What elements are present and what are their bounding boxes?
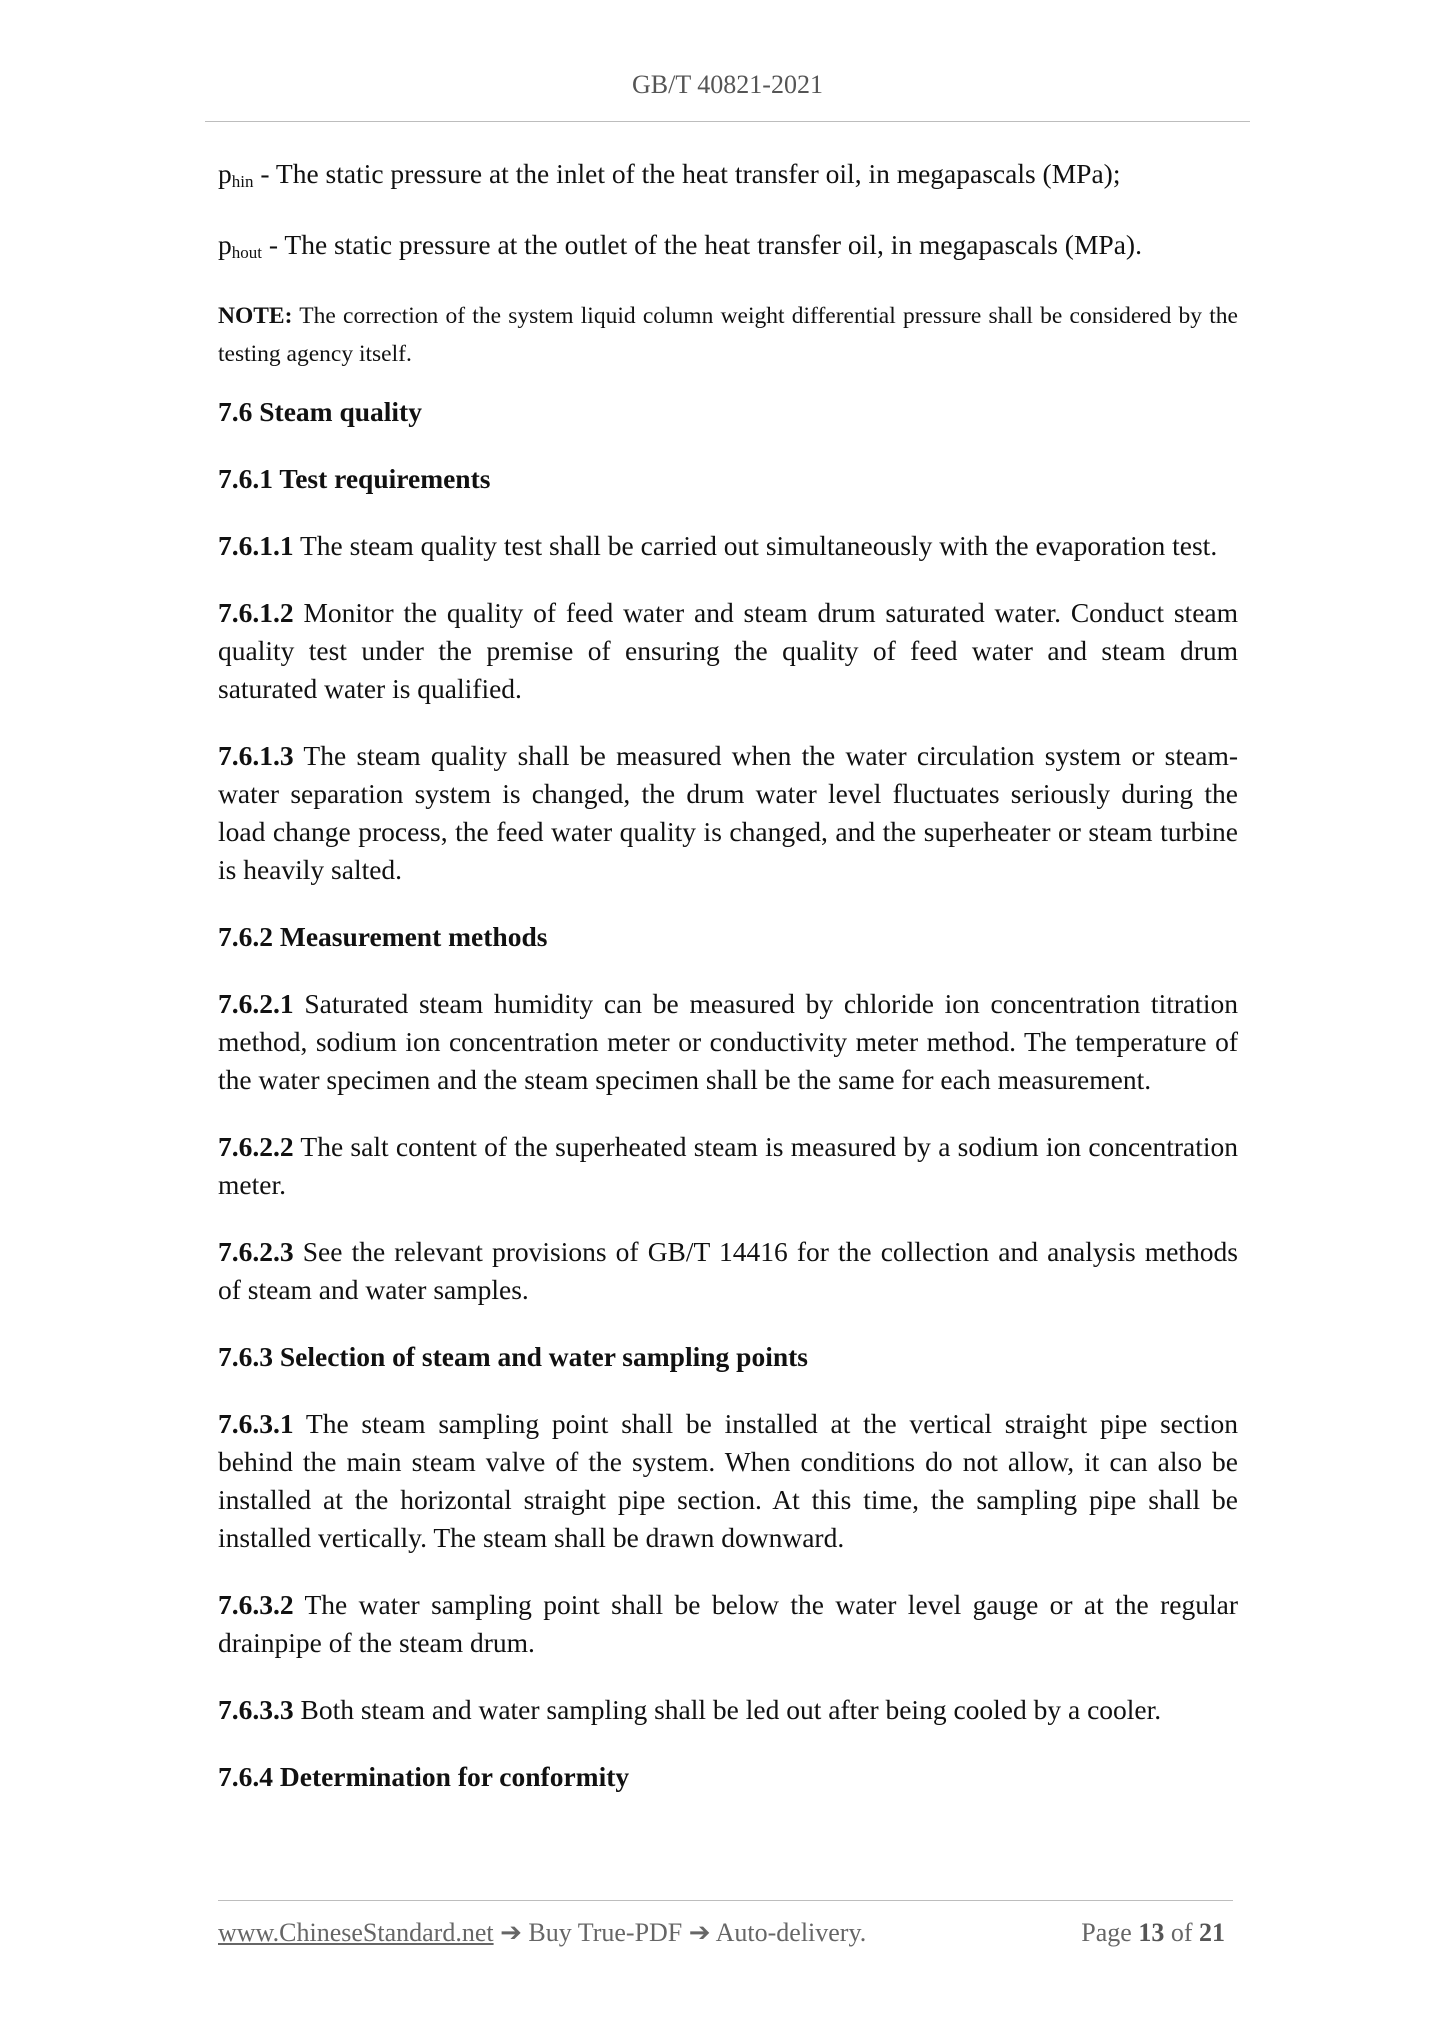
page-total-number: 21 (1199, 1918, 1225, 1947)
section-heading-7-6-4: 7.6.4 Determination for conformity (218, 1761, 630, 1792)
variable-symbol: p (218, 229, 232, 260)
clause-number: 7.6.3.2 (218, 1589, 294, 1620)
page-indicator (1081, 1918, 1225, 1948)
clause-7-6-1-3 (218, 737, 1238, 889)
clause-7-6-2-1 (218, 985, 1238, 1099)
section-heading-7-6-2: 7.6.2 Measurement methods (218, 921, 548, 952)
section-heading-7-6: 7.6 Steam quality (218, 396, 422, 427)
page-current-number: 13 (1138, 1918, 1165, 1947)
page-of-label: of (1170, 1918, 1193, 1947)
clause-7-6-3-3 (218, 1691, 1238, 1729)
page-header-standard-code: GB/T 40821-2021 (632, 70, 823, 99)
page-footer (218, 1918, 1233, 1948)
variable-subscript: hout (231, 243, 262, 262)
document-body (218, 155, 1238, 1825)
header-divider (205, 121, 1250, 122)
clause-text: The steam quality test shall be carried out simultaneously with the evaporation test. (293, 530, 1218, 561)
clause-7-6-3-1 (218, 1405, 1238, 1557)
clause-number: 7.6.1.1 (218, 530, 294, 561)
clause-text: The steam sampling point shall be installed at the vertical straight pipe section behind the main steam valve of the system. When conditions do not allow, it can also be installed at the horizontal straight pipe section. At this time, the sampling pipe shall be installed vertically. The steam shall be drawn downward. (218, 1408, 1238, 1553)
note-paragraph (218, 297, 1238, 373)
clause-number: 7.6.1.3 (218, 740, 294, 771)
variable-description: - The static pressure at the inlet of the heat transfer oil, in megapascals (MPa); (253, 158, 1121, 189)
clause-number: 7.6.1.2 (218, 597, 294, 628)
variable-description: - The static pressure at the outlet of the heat transfer oil, in megapascals (MPa). (261, 229, 1142, 260)
variable-symbol: p (218, 158, 232, 189)
clause-7-6-2-3 (218, 1233, 1238, 1309)
website-link[interactable]: www.ChineseStandard.net (218, 1918, 494, 1947)
clause-number: 7.6.3.1 (218, 1408, 294, 1439)
clause-text: The steam quality shall be measured when the water circulation system or steam-water separation system is changed, the drum water level fluctuates seriously during the load change process, the feed water quality is changed, and the superheater or steam turbine is heavily salted. (218, 740, 1238, 885)
note-text: The correction of the system liquid column weight differential pressure shall be considered by the testing agency itself. (218, 303, 1238, 367)
variable-definition-phin (218, 155, 1238, 201)
clause-text: Saturated steam humidity can be measured by chloride ion concentration titration method, sodium ion concentration meter or conductivity meter method. The temperature of the water specimen and the steam specimen shall be the same for each measurement. (218, 988, 1238, 1095)
variable-definition-phout (218, 226, 1238, 272)
note-label: NOTE: (218, 303, 293, 329)
footer-promo-text: ➔ Buy True-PDF ➔ Auto-delivery. (493, 1918, 867, 1947)
section-heading-7-6-1: 7.6.1 Test requirements (218, 463, 491, 494)
clause-text: The water sampling point shall be below the water level gauge or at the regular drainpipe of the steam drum. (218, 1589, 1238, 1658)
clause-7-6-1-2 (218, 594, 1238, 708)
clause-number: 7.6.2.1 (218, 988, 294, 1019)
clause-text: See the relevant provisions of GB/T 14416 for the collection and analysis methods of steam and water samples. (218, 1236, 1238, 1305)
section-heading-7-6-3: 7.6.3 Selection of steam and water sampling points (218, 1341, 808, 1372)
clause-text: Both steam and water sampling shall be led out after being cooled by a cooler. (293, 1694, 1162, 1725)
clause-text: The salt content of the superheated steam is measured by a sodium ion concentration meter. (218, 1131, 1238, 1200)
clause-number: 7.6.2.3 (218, 1236, 294, 1267)
page-label: Page (1081, 1918, 1132, 1947)
clause-number: 7.6.2.2 (218, 1131, 294, 1162)
variable-subscript: hin (231, 172, 254, 191)
clause-7-6-1-1 (218, 527, 1238, 565)
clause-7-6-3-2 (218, 1586, 1238, 1662)
clause-7-6-2-2 (218, 1128, 1238, 1204)
clause-text: Monitor the quality of feed water and steam drum saturated water. Conduct steam quality test under the premise of ensuring the quality of feed water and steam drum saturated water is qualified. (218, 597, 1238, 704)
footer-divider (218, 1900, 1233, 1901)
clause-number: 7.6.3.3 (218, 1694, 294, 1725)
